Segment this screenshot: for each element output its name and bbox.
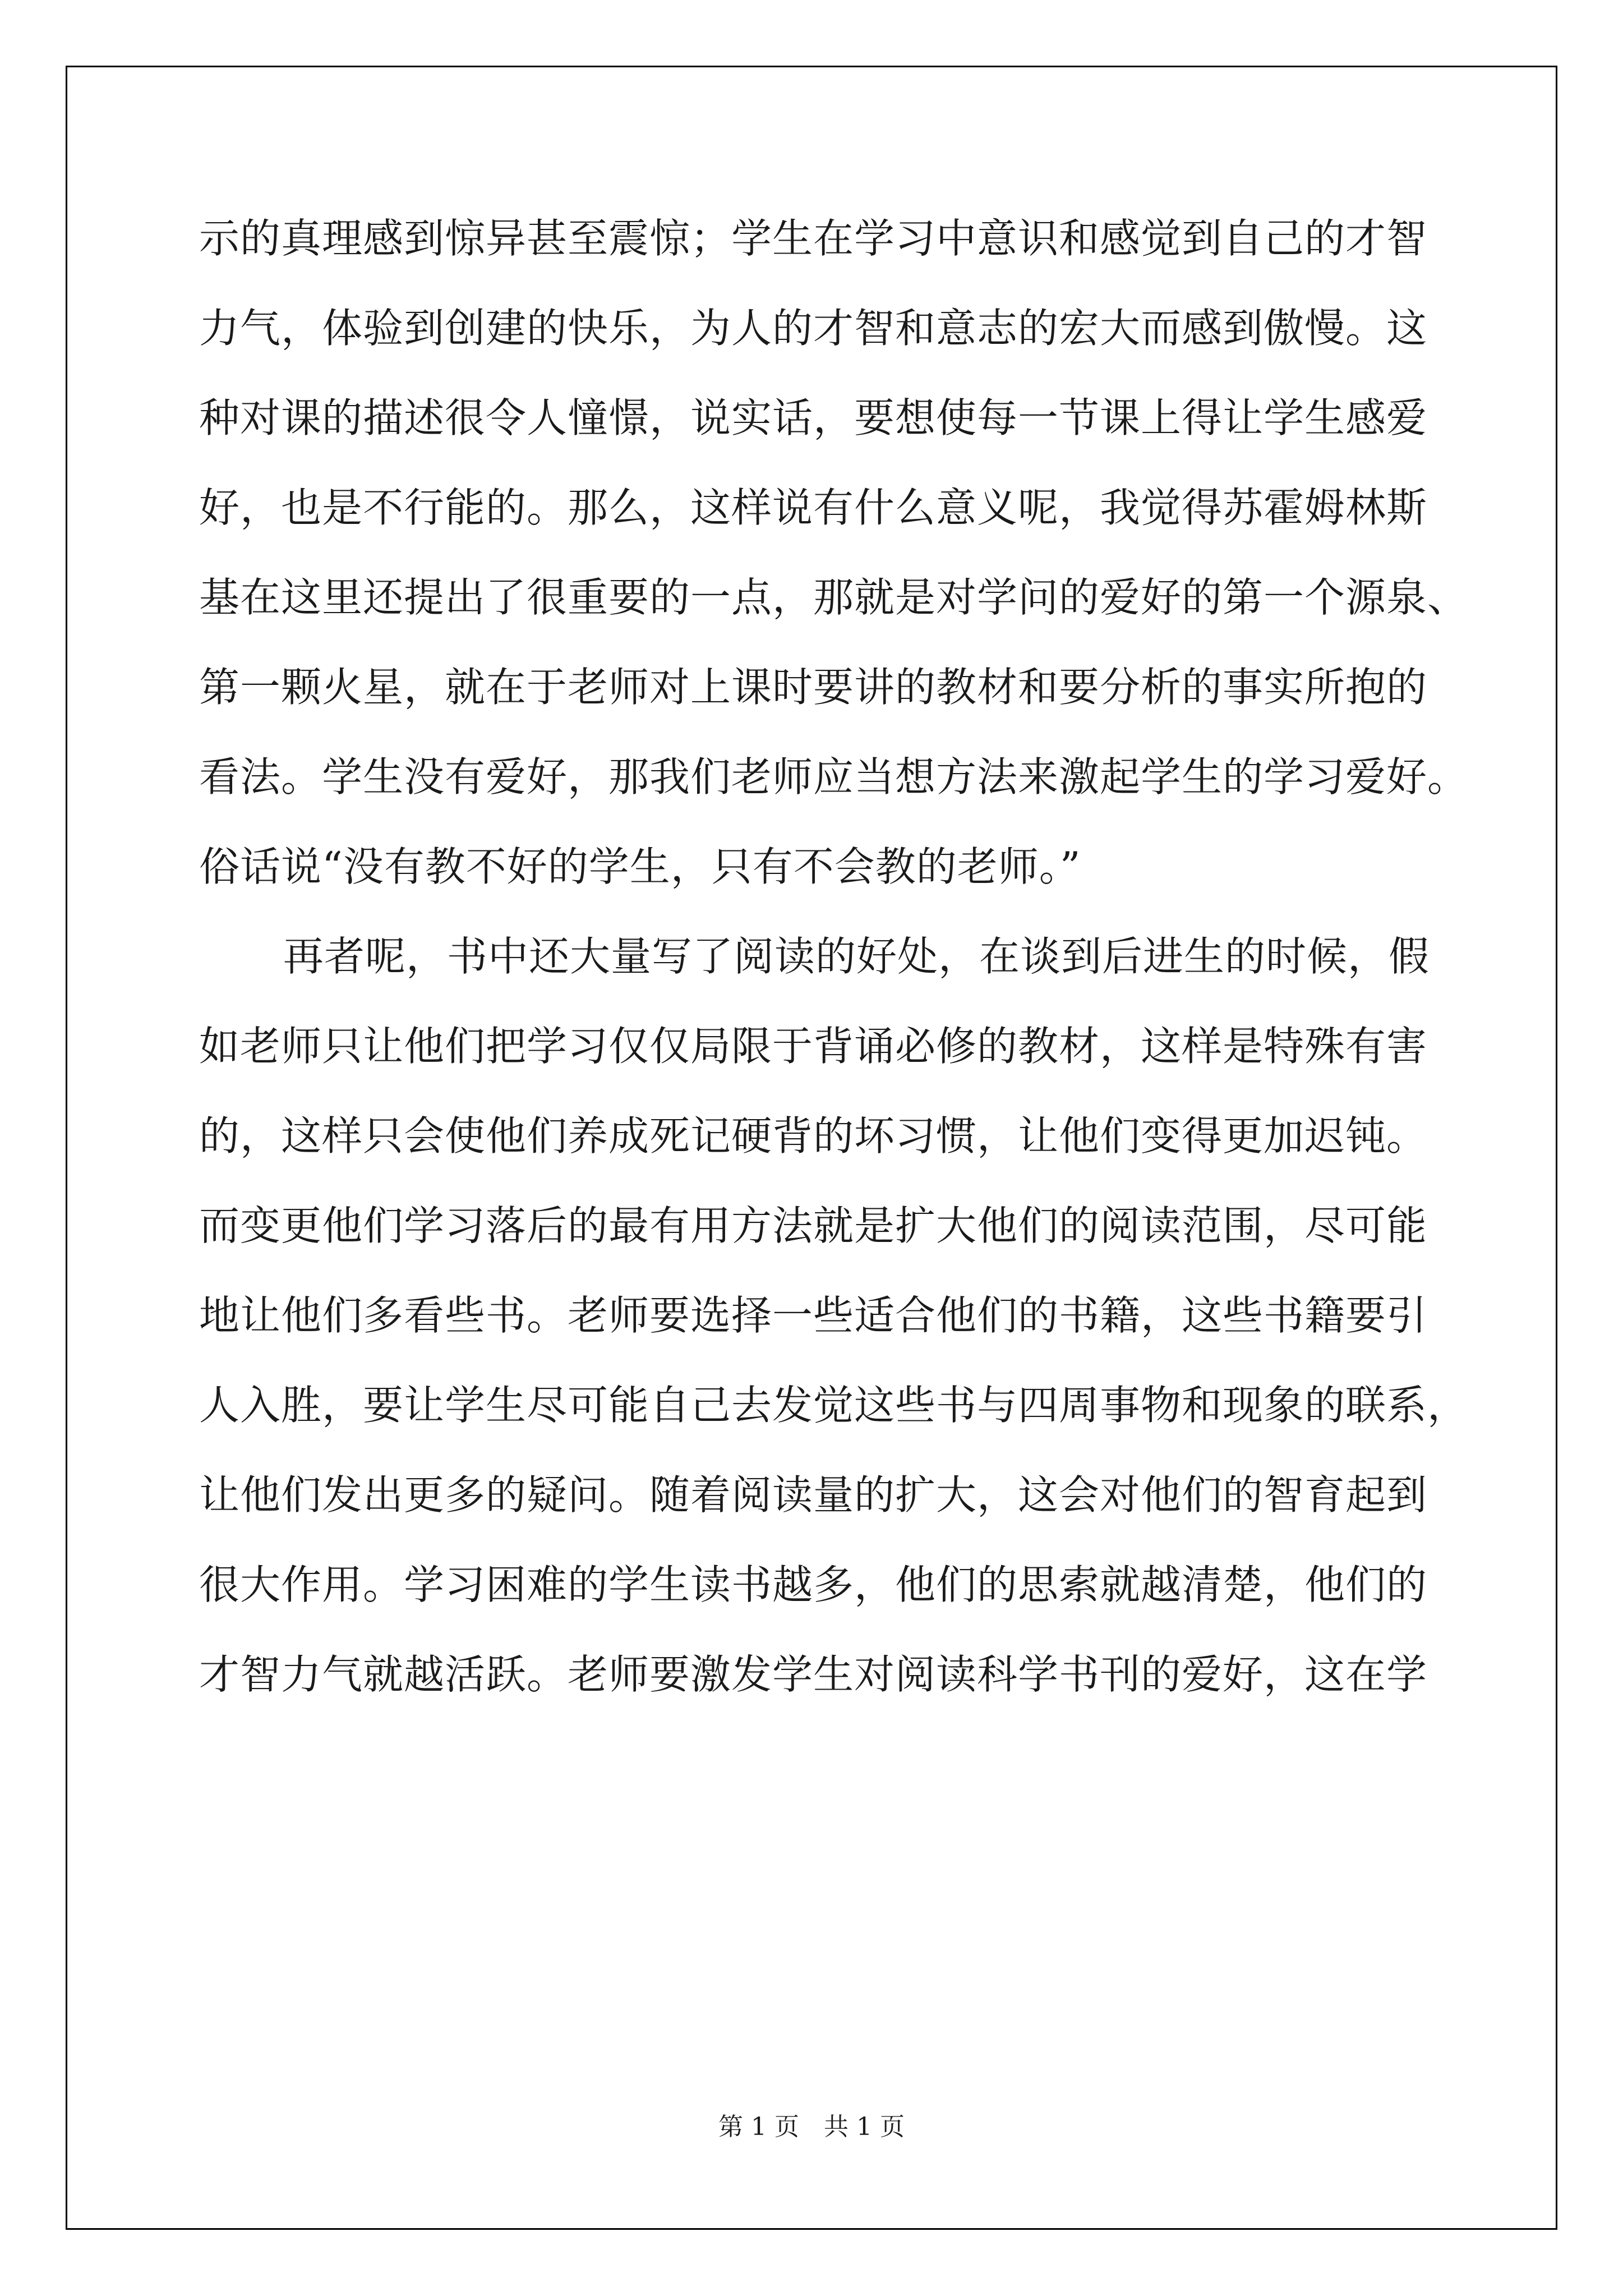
text-line: 俗话说“没有教不好的学生，只有不会教的老师。” — [199, 843, 1081, 890]
document-body — [199, 210, 1469, 1736]
text-line: 才智力气就越活跃。老师要激发学生对阅读科学书刊的爱好，这在学 — [199, 1651, 1428, 1698]
paragraph-first-line: 再者呢，书中还大量写了阅读的好处，在谈到后进生的时候，假 — [283, 933, 1430, 980]
text-line: 如老师只让他们把学习仅仅局限于背诵必修的教材，这样是特殊有害 — [199, 1023, 1428, 1070]
text-line: 的，这样只会使他们养成死记硬背的坏习惯，让他们变得更加迟钝。 — [199, 1112, 1428, 1159]
text-line: 看法。学生没有爱好，那我们老师应当想方法来激起学生的学习爱好。 — [199, 753, 1469, 800]
text-line: 而变更他们学习落后的最有用方法就是扩大他们的阅读范围，尽可能 — [199, 1202, 1428, 1249]
page-footer: 第 1 页 共 1 页 — [718, 2113, 905, 2141]
text-line: 第一颗火星，就在于老师对上课时要讲的教材和要分析的事实所抱的 — [199, 664, 1428, 711]
text-line: 好，也是不行能的。那么，这样说有什么意义呢，我觉得苏霍姆林斯 — [199, 484, 1428, 531]
text-line: 让他们发出更多的疑问。随着阅读量的扩大，这会对他们的智育起到 — [199, 1471, 1428, 1519]
text-line: 力气，体验到创建的快乐，为人的才智和意志的宏大而感到傲慢。这 — [199, 305, 1428, 352]
text-line: 示的真理感到惊异甚至震惊；学生在学习中意识和感觉到自己的才智 — [199, 215, 1428, 262]
text-line: 很大作用。学习困难的学生读书越多，他们的思索就越清楚，他们的 — [199, 1561, 1428, 1608]
text-line: 人入胜，要让学生尽可能自己去发觉这些书与四周事物和现象的联系， — [199, 1382, 1469, 1429]
text-line: 种对课的描述很令人憧憬，说实话，要想使每一节课上得让学生感爱 — [199, 394, 1428, 441]
text-line: 基在这里还提出了很重要的一点，那就是对学问的爱好的第一个源泉、 — [199, 574, 1469, 621]
text-line: 地让他们多看些书。老师要选择一些适合他们的书籍，这些书籍要引 — [199, 1292, 1428, 1339]
